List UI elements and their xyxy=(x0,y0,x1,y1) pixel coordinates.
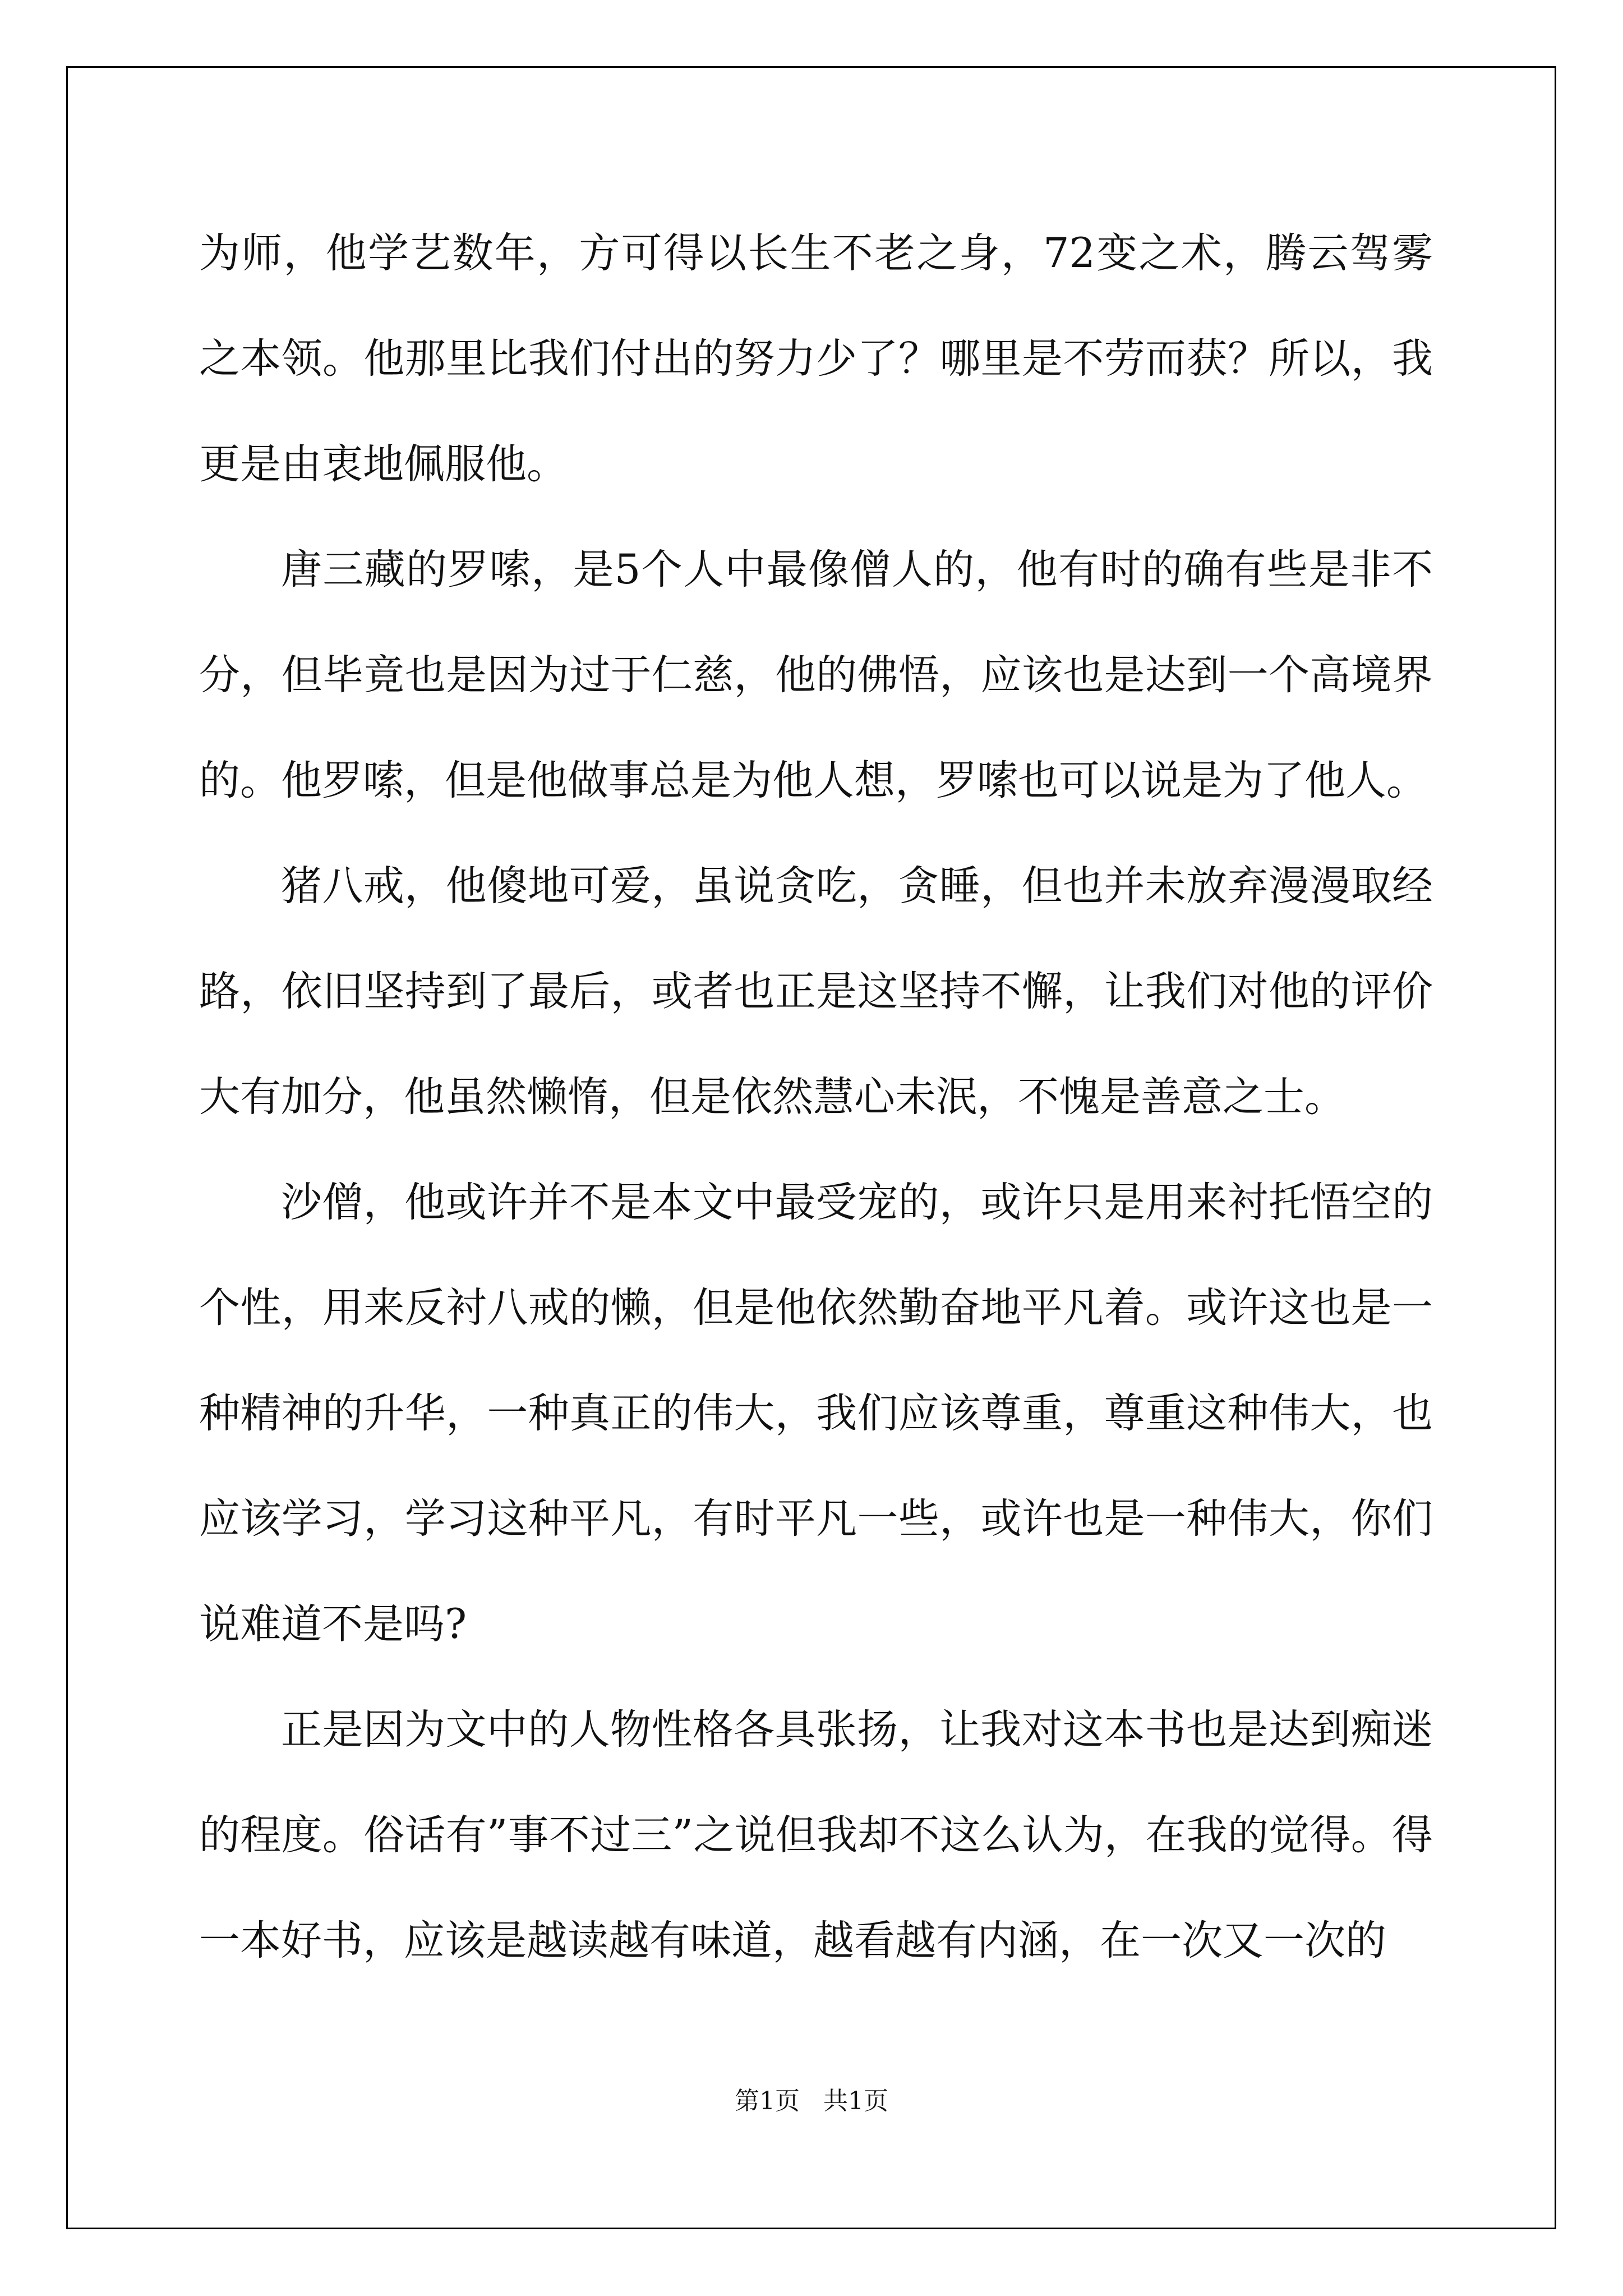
paragraph-5: 正是因为文中的人物性格各具张扬，让我对这本书也是达到痴迷的程度。俗话有”事不过三”之说但我却不这么认为，在我的觉得。得一本好书，应该是越读越有味道，越看越有内涵，在一次又一次的 xyxy=(199,1706,1433,1964)
paragraph-1: 为师，他学艺数年，方可得以长生不老之身，72变之术，腾云驾雾之本领。他那里比我们付出的努力少了？哪里是不劳而获？所以，我更是由衷地佩服他。 xyxy=(199,229,1433,488)
paragraph-4: 沙僧，他或许并不是本文中最受宠的，或许只是用来衬托悟空的个性，用来反衬八戒的懒，但是他依然勤奋地平凡着。或许这也是一种精神的升华，一种真正的伟大，我们应该尊重，尊重这种伟大，也应该学习，学习这种平凡，有时平凡一些，或许也是一种伟大，你们说难道不是吗? xyxy=(199,1179,1433,1648)
document-body xyxy=(199,201,1433,1994)
paragraph-3: 猪八戒，他傻地可爱，虽说贪吃，贪睡，但也并未放弃漫漫取经路，依旧坚持到了最后，或者也正是这坚持不懈，让我们对他的评价大有加分，他虽然懒惰，但是依然慧心未泯，不愧是善意之士。 xyxy=(199,862,1433,1121)
page-footer: 第1页 共1页 xyxy=(735,2087,888,2115)
paragraph-2: 唐三藏的罗嗦，是5个人中最像僧人的，他有时的确有些是非不分，但毕竟也是因为过于仁慈，他的佛悟，应该也是达到一个高境界的。他罗嗦，但是他做事总是为他人想，罗嗦也可以说是为了他人。 xyxy=(199,546,1433,804)
